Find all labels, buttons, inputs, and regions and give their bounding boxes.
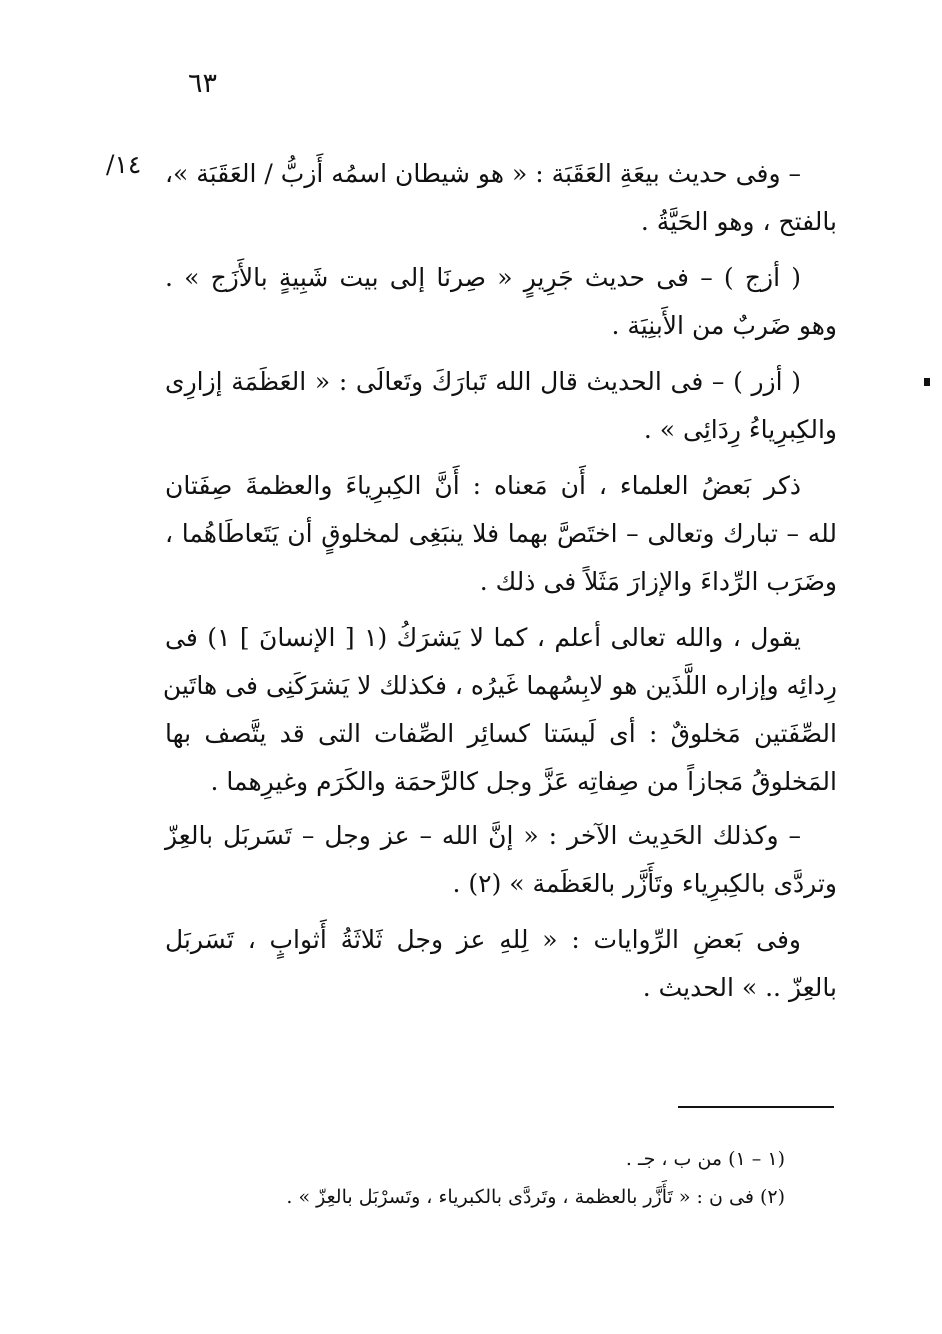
text-line: ( أزر ) – فى الحديث قال الله تَبارَكَ وتَعالَى : « العَظَمَة إزارِى xyxy=(165,367,801,396)
main-text xyxy=(162,150,837,1012)
paragraph-entry-azr xyxy=(165,358,837,454)
footnotes xyxy=(165,1140,785,1216)
page-number: ٦٣ xyxy=(188,68,218,99)
paragraph xyxy=(165,150,837,246)
paragraph xyxy=(165,916,837,1012)
paragraph xyxy=(162,614,837,806)
paragraph-entry-azj xyxy=(165,254,837,350)
text-line: – وكذلك الحَدِيث الآخر : « إنَّ الله – عز وجل – تَسَربَل بالعِزّ xyxy=(165,821,801,850)
margin-mark xyxy=(924,378,930,386)
text-line: وفى بَعضِ الرِّوايات : « لِلهِ عز وجل ثَلاثَةُ أَثوابٍ ، تَسَربَل xyxy=(165,925,801,954)
text-line: – وفى حديث بيعَةِ العَقَبَة : « هو شيطان اسمُه أَزبُّ / العَقَبَة »، xyxy=(164,159,801,188)
text-line: وهو ضَربٌ من الأَبنِيَة . xyxy=(611,311,837,340)
paragraph xyxy=(165,812,837,908)
text-line: والكِبرِياءُ رِدَائِى » . xyxy=(643,415,837,444)
text-line: ( أزج ) – فى حديث جَرِيرٍ « صِرنَا إلى بيت شَبِيةٍ بالأَزَج » . xyxy=(165,263,801,292)
footnote-divider xyxy=(678,1106,834,1108)
text-line: يقول ، والله تعالى أعلم ، كما لا يَشرَكُ (١ [ الإنسانَ ] ١) فى xyxy=(165,623,801,652)
text-line: بالعِزّ .. » الحديث . xyxy=(642,973,837,1002)
footnote: (١ – ١) من ب ، جـ . xyxy=(625,1148,785,1170)
text-line: وتردَّى بالكِبرِياء وتَأَزَّر بالعَظَمة » (٢) . xyxy=(452,869,837,898)
text-line: المَخلوقُ مَجازاً من صِفاتِه عَزَّ وجل كالرَّحمَة والكَرَم وغيرِهما . xyxy=(210,767,837,796)
text-line: ذكر بَعضُ العلماء ، أَن مَعناه : أَنَّ الكِبرِياءَ والعظمةَ صِفَتان xyxy=(165,471,801,500)
text-line: الصِّفَتين مَخلوقٌ : أى لَيسَتا كسائِر الصِّفات التى قد يتَّصف بها xyxy=(165,719,837,748)
margin-reference: ١٤/ xyxy=(106,150,142,179)
text-line: رِدائِه وإزاره اللَّذَين هو لابِسُهما غَيرُه ، فكذلك لا يَشرَكَنِى فى هاتَين xyxy=(162,671,837,700)
text-line: وضَرَب الرِّداءَ والإزارَ مَثَلاً فى ذلك . xyxy=(479,567,837,596)
footnote: (٢) فى ن : « تَأَزَّر بالعظمة ، وتَردَّى بالكبرياء ، وتَسرْبَل بالعِزّ » . xyxy=(286,1186,785,1208)
paragraph xyxy=(165,462,837,606)
text-line: بالفتح ، وهو الحَيَّةُ . xyxy=(640,207,837,236)
text-line: لله – تبارك وتعالى – اختَصَّ بهما فلا ينبَغِى لمخلوقٍ أن يَتَعاطَاهُما ، xyxy=(165,519,837,548)
